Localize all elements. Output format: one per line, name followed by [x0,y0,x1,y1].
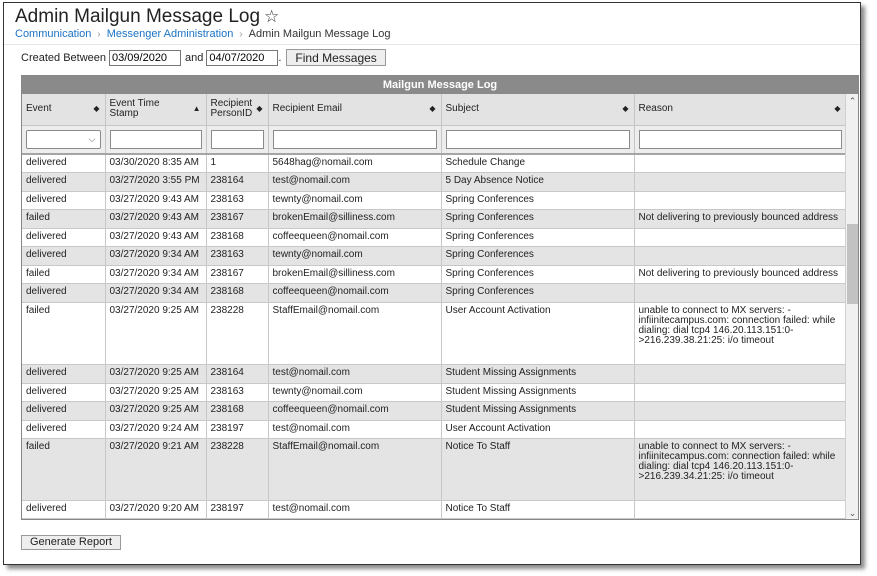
table-row[interactable] [22,501,846,519]
sort-ascending-icon[interactable]: ▲ [192,104,201,114]
and-label: and [185,51,204,64]
reason-cell: unable to connect to MX servers: - infiinitecampus.com: connection failed: while dialing: dial tcp4 146.20.113.151:0->216.239.34.21:25: i/o timeout [634,439,846,501]
personid-cell: 238168 [206,284,268,303]
email-cell: 5648hag@nomail.com [268,155,441,173]
breadcrumb-communication[interactable]: Communication [15,28,92,40]
subject-cell: Notice To Staff [441,439,634,501]
star-icon[interactable]: ☆ [264,7,280,26]
personid-cell: 238163 [206,247,268,266]
chevron-down-icon: ⌵ [88,133,96,144]
subject-filter-input[interactable] [446,130,630,149]
email-cell: brokenEmail@silliness.com [268,210,441,229]
reason-cell [634,192,846,210]
subject-cell: 5 Day Absence Notice [441,173,634,192]
event-filter-select[interactable] [26,130,101,149]
subject-cell: User Account Activation [441,421,634,439]
time-stamp-cell: 03/27/2020 9:25 AM [105,365,206,384]
reason-cell: unable to connect to MX servers: - infiinitecampus.com: connection failed: while dialing: dial tcp4 146.20.113.151:0->216.239.38.21:25: i/o timeout [634,303,846,365]
email-cell: StaffEmail@nomail.com [268,303,441,365]
email-cell: tewnty@nomail.com [268,192,441,210]
subject-cell: Spring Conferences [441,192,634,210]
email-cell: brokenEmail@silliness.com [268,266,441,284]
scroll-down-icon[interactable]: ⌄ [848,508,857,518]
reason-cell [634,284,846,303]
email-cell: tewnty@nomail.com [268,247,441,266]
column-header-recipient-email[interactable]: Recipient Email ◆ [268,94,441,125]
personid-cell: 238197 [206,421,268,439]
personid-cell: 238163 [206,384,268,402]
time-stamp-cell: 03/27/2020 9:21 AM [105,439,206,501]
personid-cell: 238164 [206,365,268,384]
table-row[interactable] [22,173,846,192]
event-cell: delivered [22,501,105,519]
subject-cell: Spring Conferences [441,266,634,284]
email-cell: test@nomail.com [268,421,441,439]
column-header-reason[interactable]: Reason ◆ [634,94,846,125]
table-row[interactable] [22,210,846,229]
reason-cell [634,155,846,173]
vertical-scrollbar[interactable] [845,94,858,520]
created-between-label: Created Between [21,51,106,64]
table-row[interactable] [22,266,846,284]
time-stamp-cell: 03/27/2020 9:25 AM [105,384,206,402]
sort-icon[interactable]: ◆ [93,104,100,114]
breadcrumb-separator-icon: › [97,29,101,40]
time-stamp-cell: 03/27/2020 9:34 AM [105,266,206,284]
grid-header [22,94,847,126]
event-cell: delivered [22,421,105,439]
subject-cell: Schedule Change [441,155,634,173]
subject-cell: Spring Conferences [441,229,634,247]
time-stamp-cell: 03/27/2020 3:55 PM [105,173,206,192]
table-row[interactable] [22,439,846,501]
email-cell: StaffEmail@nomail.com [268,439,441,501]
subject-cell: Student Missing Assignments [441,365,634,384]
scrollbar-thumb[interactable] [847,224,858,304]
reason-cell: Not delivering to previously bounced address [634,210,846,229]
subject-cell: Spring Conferences [441,284,634,303]
breadcrumb-messenger-administration[interactable]: Messenger Administration [106,28,234,40]
time-stamp-cell: 03/27/2020 9:20 AM [105,501,206,519]
email-cell: coffeequeen@nomail.com [268,402,441,421]
column-header-recipient-personid[interactable]: Recipient PersonID ◆ [206,94,268,125]
table-row[interactable] [22,155,846,173]
reason-cell [634,173,846,192]
breadcrumb [15,28,391,40]
table-row[interactable] [22,229,846,247]
date-filter [21,49,386,66]
sort-icon[interactable]: ◆ [834,104,841,114]
table-row[interactable] [22,421,846,439]
page-title-text: Admin Mailgun Message Log [15,6,261,27]
personid-cell: 1 [206,155,268,173]
personid-cell: 238164 [206,173,268,192]
event-cell: delivered [22,384,105,402]
generate-report-button[interactable]: Generate Report [21,535,121,550]
reason-cell [634,421,846,439]
personid-cell: 238167 [206,266,268,284]
start-date-input[interactable] [109,50,181,66]
end-date-input[interactable] [206,50,278,66]
email-cell: test@nomail.com [268,501,441,519]
subject-cell: Spring Conferences [441,210,634,229]
scroll-up-icon[interactable]: ⌃ [848,96,857,106]
app-window [3,2,861,565]
subject-cell: Student Missing Assignments [441,384,634,402]
column-header-event[interactable]: Event ◆ [22,94,105,125]
personid-cell: 238163 [206,192,268,210]
reason-cell [634,365,846,384]
event-cell: delivered [22,192,105,210]
personid-cell: 238197 [206,501,268,519]
personid-filter-input[interactable] [211,130,264,149]
email-cell: coffeequeen@nomail.com [268,284,441,303]
event-cell: delivered [22,365,105,384]
personid-cell: 238228 [206,303,268,365]
time-stamp-cell: 03/27/2020 9:25 AM [105,402,206,421]
column-header-subject[interactable]: Subject ◆ [441,94,634,125]
time-stamp-cell: 03/27/2020 9:25 AM [105,303,206,365]
table-row[interactable] [22,365,846,384]
time-stamp-cell: 03/30/2020 8:35 AM [105,155,206,173]
email-filter-input[interactable] [273,130,437,149]
grid-body [22,155,847,520]
table-row[interactable] [22,247,846,266]
reason-cell [634,501,846,519]
breadcrumb-current: Admin Mailgun Message Log [248,28,391,40]
reason-cell [634,247,846,266]
subject-cell: User Account Activation [441,303,634,365]
page-title [15,6,279,28]
event-cell: failed [22,210,105,229]
email-cell: test@nomail.com [268,365,441,384]
personid-cell: 238168 [206,402,268,421]
grid-title: Mailgun Message Log [22,76,858,94]
reason-cell [634,384,846,402]
sort-icon[interactable]: ◆ [429,104,436,114]
table-row[interactable] [22,284,846,303]
event-cell: delivered [22,173,105,192]
column-header-event-time-stamp[interactable]: Event Time Stamp ▲ [105,94,206,125]
personid-cell: 238228 [206,439,268,501]
sort-icon[interactable]: ◆ [622,104,629,114]
time-stamp-cell: 03/27/2020 9:24 AM [105,421,206,439]
email-cell: test@nomail.com [268,173,441,192]
event-cell: failed [22,303,105,365]
filter-dot: . [278,51,282,64]
find-messages-button[interactable]: Find Messages [286,49,385,66]
subject-cell: Notice To Staff [441,501,634,519]
header-divider [4,44,860,45]
sort-icon[interactable]: ◆ [256,104,263,114]
reason-filter-input[interactable] [639,130,842,149]
event-cell: delivered [22,284,105,303]
time-stamp-filter-input[interactable] [110,130,202,149]
reason-cell: Not delivering to previously bounced address [634,266,846,284]
table-row[interactable] [22,303,846,365]
email-cell: tewnty@nomail.com [268,384,441,402]
table-row[interactable] [22,384,846,402]
time-stamp-cell: 03/27/2020 9:43 AM [105,192,206,210]
time-stamp-cell: 03/27/2020 9:43 AM [105,210,206,229]
message-log-grid [21,75,859,520]
event-cell: failed [22,439,105,501]
reason-cell [634,229,846,247]
event-cell: delivered [22,402,105,421]
subject-cell: Spring Conferences [441,247,634,266]
subject-cell: Student Missing Assignments [441,402,634,421]
event-cell: delivered [22,155,105,173]
grid-filter-row [22,126,847,155]
event-cell: failed [22,266,105,284]
time-stamp-cell: 03/27/2020 9:34 AM [105,247,206,266]
table-row[interactable] [22,192,846,210]
event-cell: delivered [22,247,105,266]
time-stamp-cell: 03/27/2020 9:34 AM [105,284,206,303]
reason-cell [634,402,846,421]
personid-cell: 238168 [206,229,268,247]
personid-cell: 238167 [206,210,268,229]
breadcrumb-separator-icon: › [239,29,243,40]
email-cell: coffeequeen@nomail.com [268,229,441,247]
time-stamp-cell: 03/27/2020 9:43 AM [105,229,206,247]
event-cell: delivered [22,229,105,247]
table-row[interactable] [22,402,846,421]
